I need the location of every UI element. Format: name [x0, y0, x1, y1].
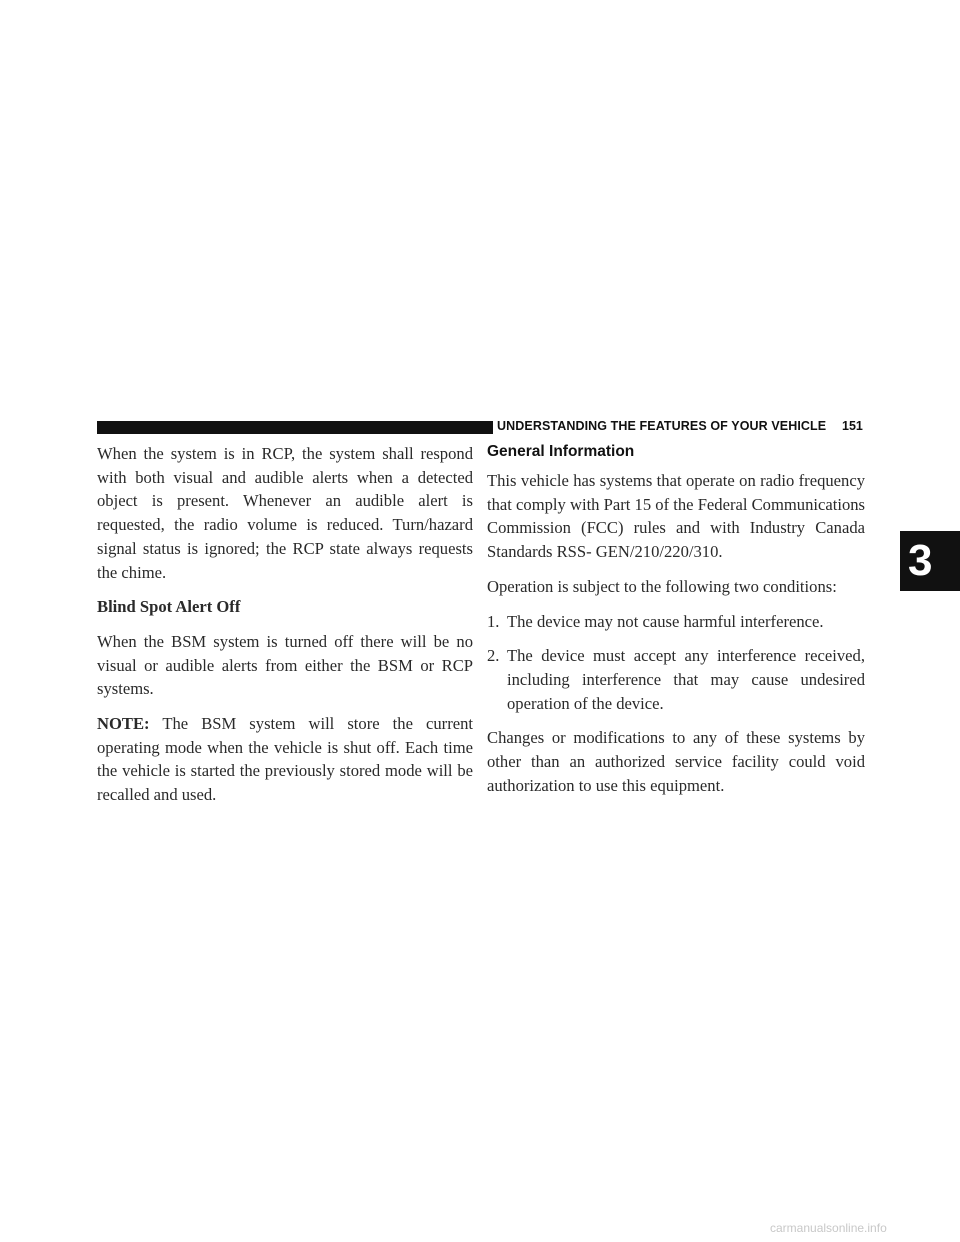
- list-item-number: 1.: [487, 611, 500, 631]
- note-text: The BSM system will store the current operating mode when the vehicle is shut off. Each time the vehicle is started the previously stored mode will be recalled and used.: [97, 714, 473, 805]
- subheading-blind-spot-alert-off: Blind Spot Alert Off: [97, 597, 241, 617]
- list-item-text: The device must accept any interference received, including interference that may cause undesired operation of the device.: [507, 646, 865, 713]
- rcp-paragraph: When the system is in RCP, the system shall respond with both visual and audible alerts when a detected object is present. Whenever an audible alert is requested, the radio volume is reduced. Turn/hazard signal status is ignored; the RCP state always requests the chime.: [97, 444, 473, 582]
- list-item-number: 2.: [487, 646, 500, 666]
- conditions-intro: Operation is subject to the following two conditions:: [487, 576, 837, 596]
- modifications-paragraph: Changes or modifications to any of these systems by other than an authorized service facility could void authorization to use this equipment.: [487, 728, 865, 795]
- header-rule: [97, 421, 489, 434]
- right-column: [487, 442, 865, 808]
- chapter-number: 3: [908, 536, 933, 585]
- section-heading: General Information: [487, 443, 635, 460]
- watermark: carmanualsonline.info: [770, 1221, 887, 1235]
- list-item: [487, 644, 865, 715]
- running-header-title: UNDERSTANDING THE FEATURES OF YOUR VEHICLE: [497, 419, 827, 433]
- note-label: NOTE:: [97, 714, 150, 734]
- list-item-text: The device may not cause harmful interference.: [507, 611, 824, 631]
- list-item: [487, 610, 865, 634]
- header-rule-end: [489, 421, 493, 434]
- left-column: [97, 442, 473, 818]
- chapter-tab: [900, 531, 960, 591]
- note-paragraph: [97, 712, 473, 807]
- bsm-off-paragraph: When the BSM system is turned off there will be no visual or audible alerts from either the BSM or RCP systems.: [97, 631, 473, 699]
- general-info-paragraph: This vehicle has systems that operate on radio frequency that comply with Part 15 of the Federal Communications Commission (FCC) rules and with Industry Canada Standards RSS- GEN/210/220/310.: [487, 471, 865, 562]
- page-number: 151: [842, 419, 863, 433]
